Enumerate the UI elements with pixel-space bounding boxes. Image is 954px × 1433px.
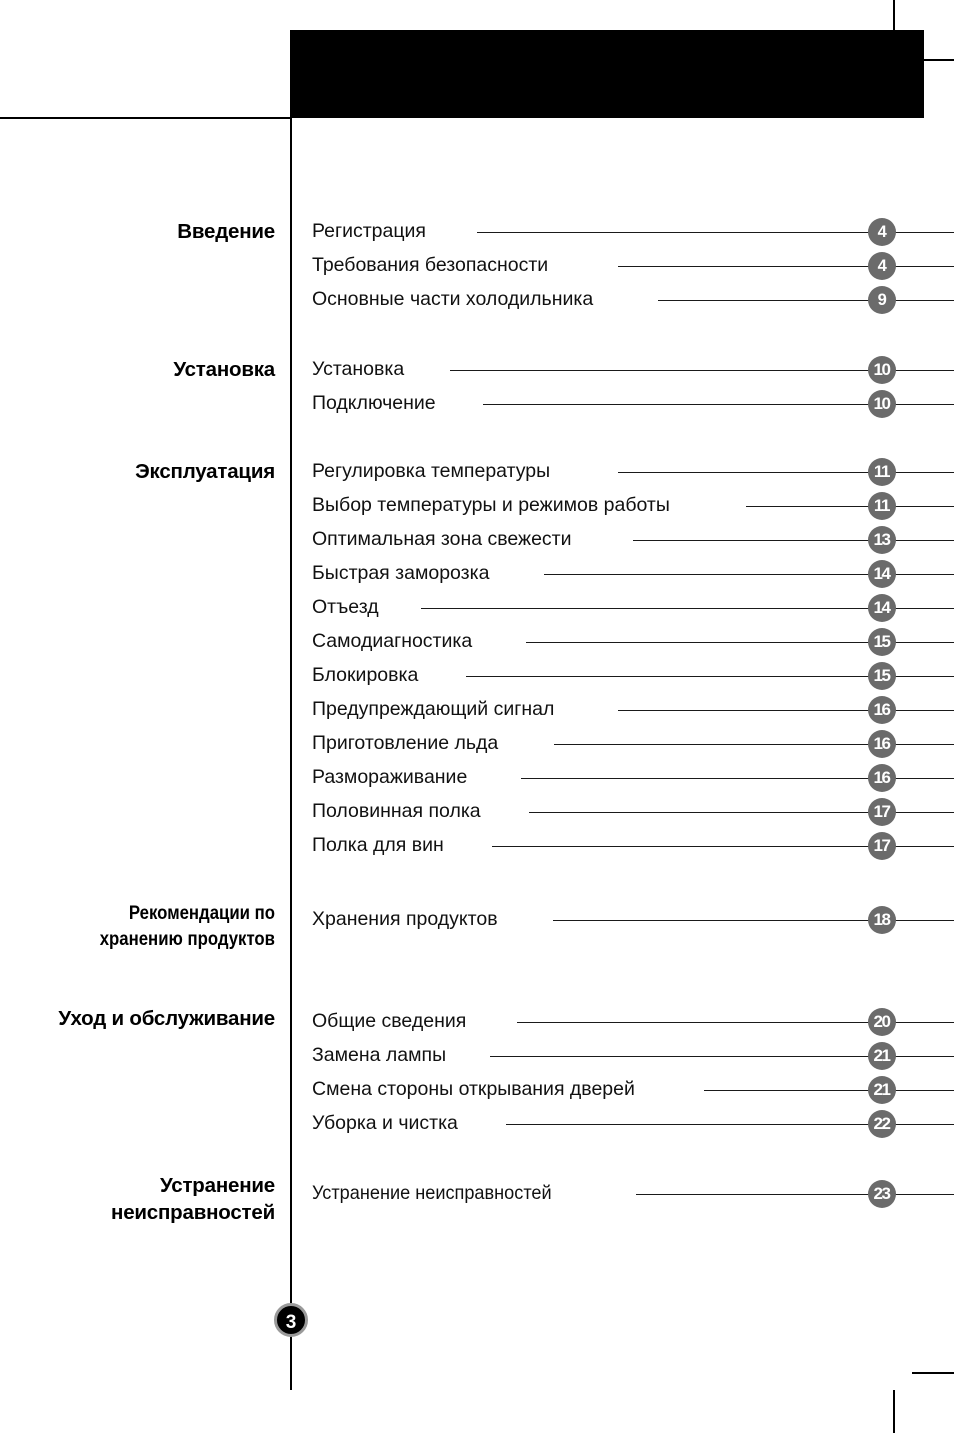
toc-page-number-badge: 22 — [868, 1110, 896, 1138]
toc-page-number-badge: 4 — [868, 218, 896, 246]
toc-entry-label: Подключение — [312, 390, 446, 416]
toc-page-number-badge: 21 — [868, 1042, 896, 1070]
masthead-bar — [290, 30, 924, 118]
toc-entry[interactable] — [312, 696, 954, 730]
toc-entry-label: Самодиагностика — [312, 628, 482, 654]
crop-mark-bottom-right-vertical — [893, 1390, 895, 1433]
toc-page-number-badge: 14 — [868, 594, 896, 622]
toc-entry[interactable] — [312, 390, 954, 424]
toc-entry[interactable] — [312, 662, 954, 696]
toc-page-number-badge: 23 — [868, 1180, 896, 1208]
toc-group-rows — [312, 218, 954, 320]
toc-page-number-badge: 11 — [868, 492, 896, 520]
toc-entry-label: Быстрая заморозка — [312, 560, 499, 586]
toc-group-title: Рекомендации по хранению продуктов — [99, 902, 275, 950]
crop-mark-left-horizontal — [0, 117, 291, 119]
toc-leader-line — [618, 710, 954, 711]
toc-entry[interactable] — [312, 218, 954, 252]
toc-group-title: Устранение неисправностей — [111, 1174, 275, 1224]
toc-group-rows — [312, 1008, 954, 1144]
column-divider-rule — [290, 118, 292, 1390]
toc-entry-label: Требования безопасности — [312, 252, 558, 278]
toc-entry-label: Уборка и чистка — [312, 1110, 468, 1136]
toc-page-number-badge: 21 — [868, 1076, 896, 1104]
toc-entry-label: Устранение неисправностей — [312, 1180, 561, 1206]
toc-entry[interactable] — [312, 286, 954, 320]
toc-entry[interactable] — [312, 798, 954, 832]
toc-entry-label: Регистрация — [312, 218, 436, 244]
toc-group-rows — [312, 458, 954, 866]
toc-entry-label: Приготовление льда — [312, 730, 508, 756]
toc-entry[interactable] — [312, 1008, 954, 1042]
toc-entry[interactable] — [312, 252, 954, 286]
toc-leader-line — [636, 1194, 954, 1195]
toc-leader-line — [704, 1090, 954, 1091]
toc-leader-line — [746, 506, 954, 507]
toc-group-rows — [312, 1180, 954, 1214]
toc-page-number-badge: 10 — [868, 356, 896, 384]
toc-entry[interactable] — [312, 526, 954, 560]
toc-leader-line — [658, 300, 954, 301]
toc-entry[interactable] — [312, 356, 954, 390]
toc-page-number-badge: 14 — [868, 560, 896, 588]
toc-entry-label: Блокировка — [312, 662, 428, 688]
toc-entry-label: Хранения продуктов — [312, 906, 508, 932]
crop-mark-right-upper-horizontal — [922, 59, 954, 61]
toc-entry-label: Отъезд — [312, 594, 389, 620]
toc-page-number-badge: 17 — [868, 798, 896, 826]
toc-entry[interactable] — [312, 560, 954, 594]
toc-entry[interactable] — [312, 906, 954, 940]
toc-group-title: Эксплуатация — [135, 460, 275, 483]
toc-page-number-badge: 15 — [868, 628, 896, 656]
toc-entry-label: Размораживание — [312, 764, 477, 790]
toc-group-title: Установка — [173, 358, 275, 381]
toc-entry-label: Основные части холодильника — [312, 286, 603, 312]
toc-page-number-badge: 11 — [868, 458, 896, 486]
page-folio-badge: 3 — [274, 1303, 308, 1337]
toc-page-number-badge: 20 — [868, 1008, 896, 1036]
toc-group-title: Введение — [177, 220, 275, 243]
toc-leader-line — [618, 266, 954, 267]
toc-entry-label: Выбор температуры и режимов работы — [312, 492, 680, 518]
toc-page-number-badge: 9 — [868, 286, 896, 314]
toc-group-rows — [312, 906, 954, 940]
toc-page-number-badge: 4 — [868, 252, 896, 280]
toc-entry-label: Смена стороны открывания дверей — [312, 1076, 645, 1102]
toc-page-number-badge: 16 — [868, 730, 896, 758]
toc-entry[interactable] — [312, 594, 954, 628]
toc-entry[interactable] — [312, 492, 954, 526]
toc-page-number-badge: 16 — [868, 764, 896, 792]
toc-page-number-badge: 18 — [868, 906, 896, 934]
toc-entry[interactable] — [312, 832, 954, 866]
toc-entry-label: Установка — [312, 356, 414, 382]
toc-leader-line — [633, 540, 954, 541]
toc-entry-label: Оптимальная зона свежести — [312, 526, 582, 552]
toc-entry-label: Регулировка температуры — [312, 458, 560, 484]
toc-page-number-badge: 17 — [868, 832, 896, 860]
toc-group-title: Уход и обслуживание — [58, 1007, 275, 1030]
toc-leader-line — [618, 472, 954, 473]
toc-entry[interactable] — [312, 1076, 954, 1110]
toc-page-number-badge: 16 — [868, 696, 896, 724]
crop-mark-right-lower-horizontal — [912, 1372, 954, 1374]
toc-page-number-badge: 10 — [868, 390, 896, 418]
toc-entry[interactable] — [312, 1180, 954, 1214]
toc-entry-label: Предупреждающий сигнал — [312, 696, 564, 722]
crop-mark-top-right-vertical — [893, 0, 895, 32]
toc-entry[interactable] — [312, 458, 954, 492]
toc-entry[interactable] — [312, 764, 954, 798]
toc-entry[interactable] — [312, 1110, 954, 1144]
toc-entry[interactable] — [312, 1042, 954, 1076]
toc-entry-label: Общие сведения — [312, 1008, 476, 1034]
toc-page-number-badge: 13 — [868, 526, 896, 554]
toc-entry-label: Половинная полка — [312, 798, 491, 824]
toc-group-rows — [312, 356, 954, 424]
toc-page-number-badge: 15 — [868, 662, 896, 690]
toc-entry-label: Замена лампы — [312, 1042, 456, 1068]
toc-entry[interactable] — [312, 628, 954, 662]
toc-entry-label: Полка для вин — [312, 832, 454, 858]
toc-entry[interactable] — [312, 730, 954, 764]
